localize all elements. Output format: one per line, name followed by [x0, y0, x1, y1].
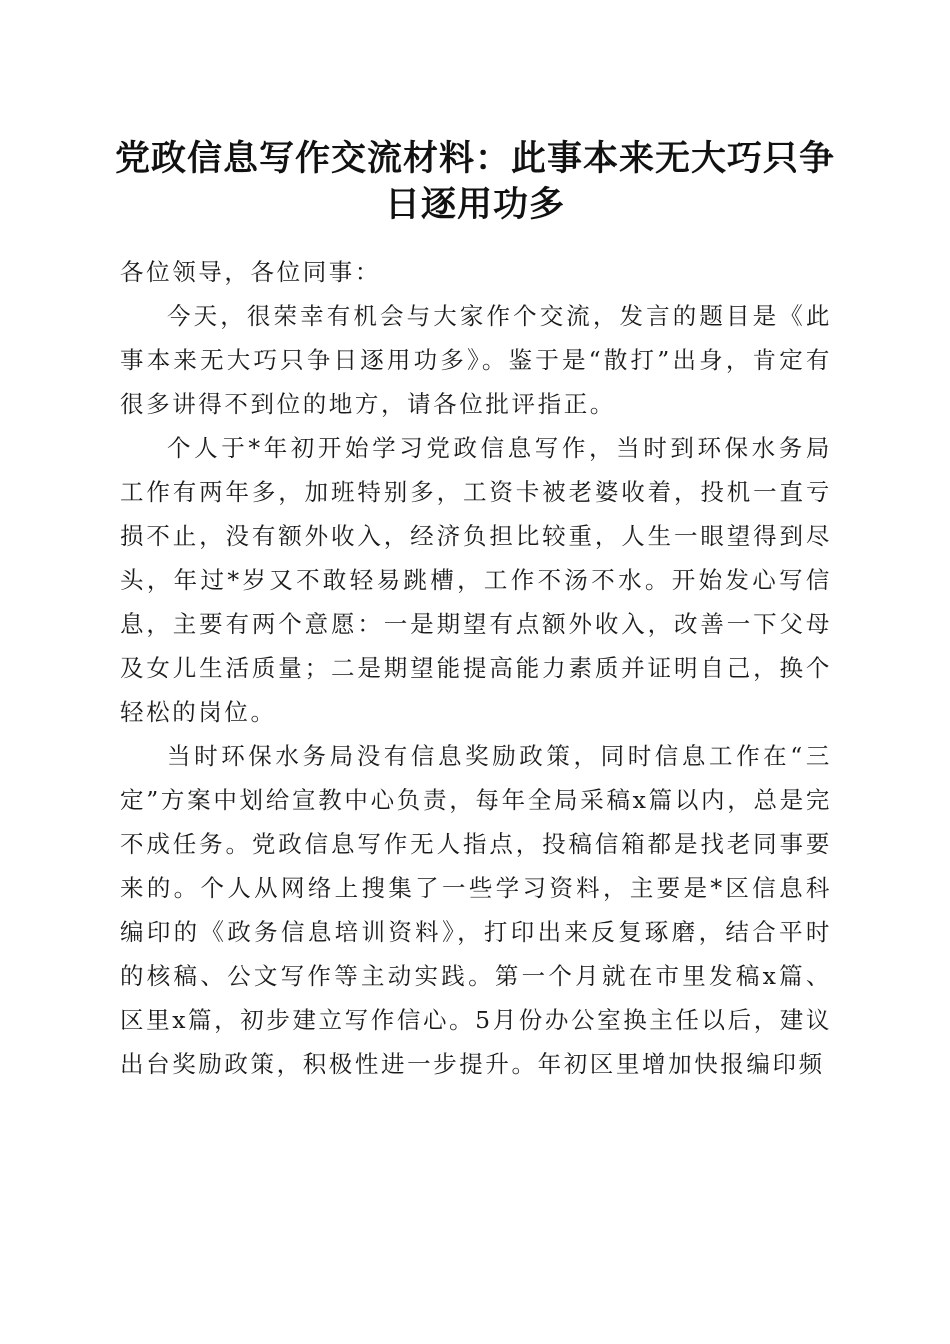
greeting-line: 各位领导，各位同事： — [120, 258, 381, 286]
paragraph-intro: 今天，很荣幸有机会与大家作个交流，发言的题目是《此事本来无大巧只争日逐用功多》。鉴于是“散打”出身，肯定有很多讲得不到位的地方，请各位批评指正。 — [120, 302, 832, 418]
paragraph-practice: 当时环保水务局没有信息奖励政策，同时信息工作在“三定”方案中划给宣教中心负责，每年全局采稿x篇以内，总是完不成任务。党政信息写作无人指点，投稿信箱都是找老同事要来的。个人从网络上搜集了一些学习资料，主要是*区信息科编印的《政务信息培训资料》，打印出来反复琢磨，结合平时的核稿、公文写作等主动实践。第一个月就在市里发稿x篇、区里x篇，初步建立写作信心。5月份办公室换主任以后，建议出台奖励政策，积极性进一步提升。年初区里增加快报编印频 — [120, 742, 833, 1078]
paragraph-background: 个人于*年初开始学习党政信息写作，当时到环保水务局工作有两年多，加班特别多，工资卡被老婆收着，投机一直亏损不止，没有额外收入，经济负担比较重，人生一眼望得到尽头，年过*岁又不敢轻易跳槽，工作不汤不水。开始发心写信息，主要有两个意愿：一是期望有点额外收入，改善一下父母及女儿生活质量；二是期望能提高能力素质并证明自己，换个轻松的岗位。 — [120, 434, 832, 726]
document-title: 党政信息写作交流材料：此事本来无大巧只争日逐用功多 — [114, 138, 835, 225]
document-body — [120, 250, 832, 1086]
